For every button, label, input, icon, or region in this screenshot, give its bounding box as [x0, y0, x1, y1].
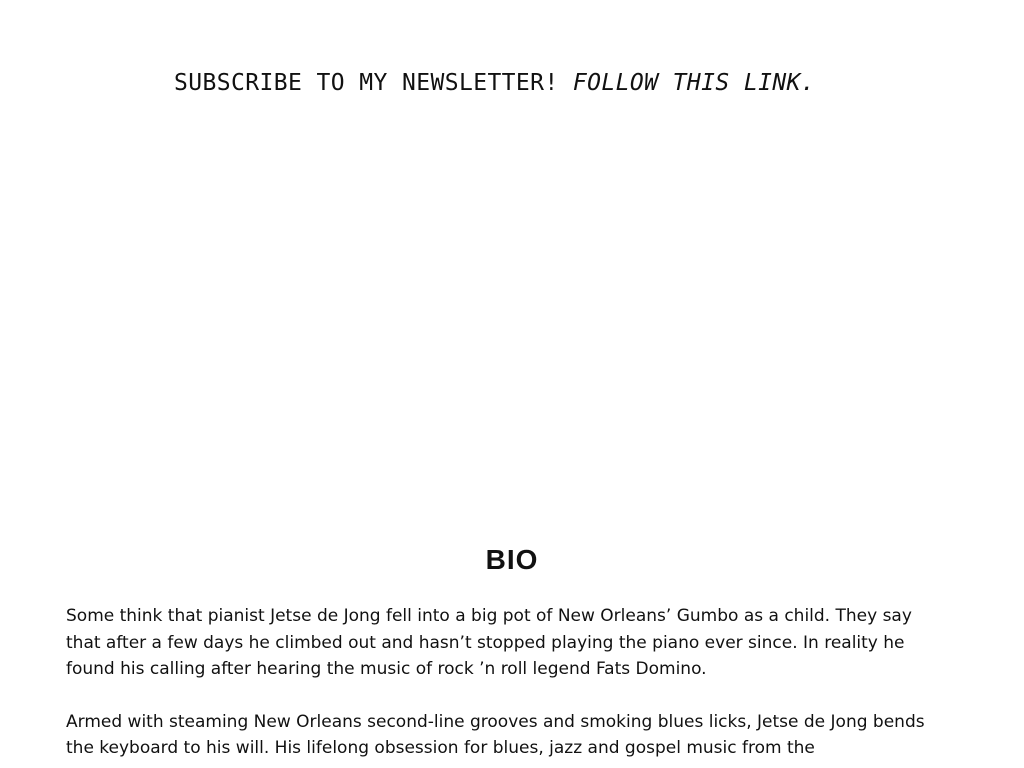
bio-paragraph-2: Armed with steaming New Orleans second-line grooves and smoking blues licks, Jetse de Jong bends the keyboard to his will. His lifelong obsession for blues, jazz and gospel music from the — [66, 711, 925, 758]
newsletter-banner — [174, 70, 815, 96]
media-placeholder — [0, 120, 1024, 530]
newsletter-text: SUBSCRIBE TO MY NEWSLETTER! — [174, 70, 573, 96]
bio-paragraph-1: Some think that pianist Jetse de Jong fell into a big pot of New Orleans’ Gumbo as a child. They say that after a few days he climbed out and hasn’t stopped playing the piano ever since. In reality he found his calling after hearing the music of rock ’n roll legend Fats Domino. — [66, 606, 912, 679]
bio-text — [66, 603, 946, 768]
newsletter-link[interactable]: FOLLOW THIS LINK. — [572, 70, 816, 96]
bio-heading: BIO — [485, 544, 539, 575]
